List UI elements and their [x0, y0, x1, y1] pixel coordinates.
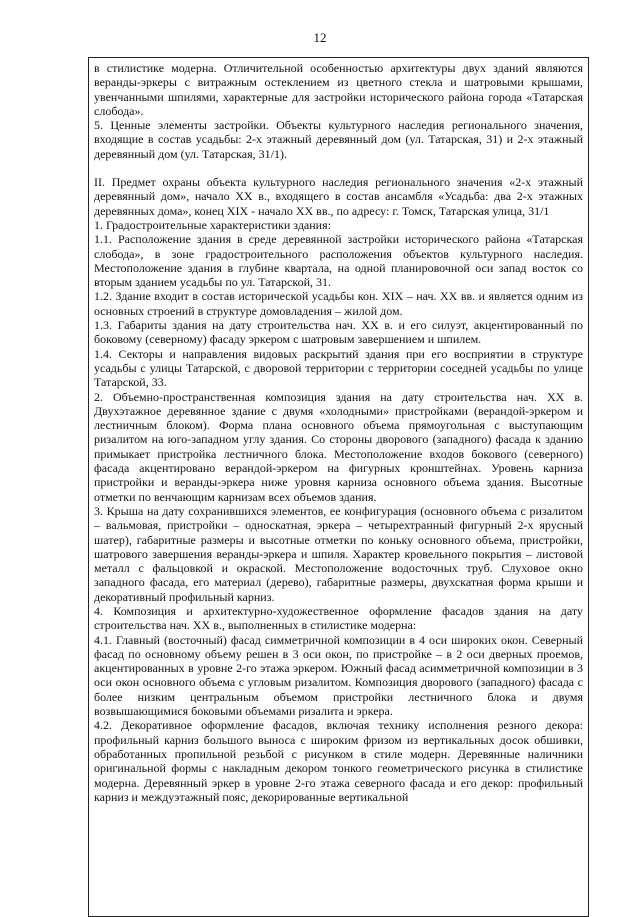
paragraph-1-3: 1.3. Габариты здания на дату строительства нач. XX в. и его силуэт, акцентированный по боковому (северному) фасаду эркером с шатровым завершением и шпилем.: [94, 318, 583, 347]
paragraph-3: 3. Крыша на дату сохранившихся элементов, ее конфигурация (основного объема с ризалитом – вальмовая, пристройки – односкатная, эркера – четырехтранный фигурный 2-х ярусный шатер), габаритные размеры и высотные отметки по коньку основного объема, пристройки, шатрового завершения веранды-эркера и шпиля. Характер кровельного покрытия – листовой металл с фальцовкой и окраской. Местоположение водосточных труб. Слуховое окно западного фасада, его материал (дерево), габаритные размеры, двухскатная форма крыши и декоративный профильный карниз.: [94, 503, 583, 604]
paragraph-continuation: в стилистике модерна. Отличительной особенностью архитектуры двух зданий являются веранды-эркеры с витражным остеклением из цветного стекла и шатровыми крышами, увенчанными шпилями, характерные для застройки исторического района города «Татарская слобода».: [94, 61, 583, 118]
paragraph-urban-characteristics: 1. Градостроительные характеристики здания:: [94, 217, 331, 232]
text-frame: [88, 57, 589, 917]
paragraph-4-1: 4.1. Главный (восточный) фасад симметричной композиции в 4 оси широких окон. Северный фасад по основному объему решен в 3 оси окон, по пристройке – в 2 оси дверных проемов, акцентированных в уровне 2-го этажа эркером. Южный фасад асимметричной композиции в 3 оси окон основного объема с угловым ризалитом. Композиция дворового (западного) фасада с более низким центральным объемом пристройки лестничного блока и двумя возвышающимися боковыми объемами ризалита и эркера.: [94, 632, 583, 719]
paragraph-2: 2. Объемно-пространственная композиция здания на дату строительства нач. XX в. Двухэтажное деревянное здание с двумя «холодными» пристройками (верандой-эркером и лестничным блоком). Форма плана основного объема прямоугольная с выступающим ризалитом на юго-западном углу здания. Со стороны дворового (западного) фасада к зданию примыкает пристройка лестничного блока. Местоположение входов бокового (северного) фасада акцентировано верандой-эркером на фигурных кронштейнах. Уровень карниза пристройки и веранды-эркера ниже уровня карниза основного объема здания. Высотные отметки по венчающим карнизам всех объемов здания.: [94, 389, 583, 504]
paragraph-1-4: 1.4. Секторы и направления видовых раскрытий здания при его восприятии в структуре усадьбы с улицы Татарской, с дворовой территории с территории соседней усадьбы по улице Татарской, 33.: [94, 346, 583, 390]
paragraph-1-2: 1.2. Здание входит в состав исторической усадьбы кон. XIX – нач. XX вв. и является одним из основных строений в структуре домовладения – жилой дом.: [94, 289, 583, 318]
paragraph-1-1: 1.1. Расположение здания в среде деревянной застройки исторического района «Татарская слобода», в зоне градостроительного расположения объектов культурного наследия. Местоположение здания в глубине квартала, на одной планировочной оси запад восток со вторым зданием усадьбы по ул. Татарской, 31.: [94, 232, 583, 290]
paragraph-4-2: 4.2. Декоративное оформление фасадов, включая технику исполнения резного декора: профильный карниз большого выноса с широким фризом из вертикальных досок обшивки, обработанных пропильной резьбой с рисунком в стиле модерн. Деревянные наличники оригинальной формы с накладным декором тонкого геометрического рисунка в стилистике модерна. Деревянный эркер в уровне 2-го этажа северного фасада и его декор: профильный карниз и междуэтажный пояс, декорированные вертикальной: [94, 718, 583, 804]
paragraph-protection-subject: II. Предмет охраны объекта культурного наследия регионального значения «2-х этажный деревянный дом», начало XX в., входящего в состав ансамбля «Усадьба: два 2-х этажных деревянных дома», конец XIX - начало XX вв., по адресу: г. Томск, Татарская улица, 31/1: [94, 175, 583, 218]
paragraph-4: 4. Композиция и архитектурно-художественное оформление фасадов здания на дату строительства нач. XX в., выполненных в стилистике модерна:: [94, 603, 583, 633]
page-number: 12: [313, 30, 327, 45]
spacer: [94, 161, 583, 175]
paragraph-valuable-elements: 5. Ценные элементы застройки. Объекты культурного наследия регионального значения, входящие в состав усадьбы: 2-х этажный деревянный дом (ул. Татарская, 31) и 2-х этажный деревянный дом (ул. Татарская, 31/1).: [94, 118, 583, 161]
